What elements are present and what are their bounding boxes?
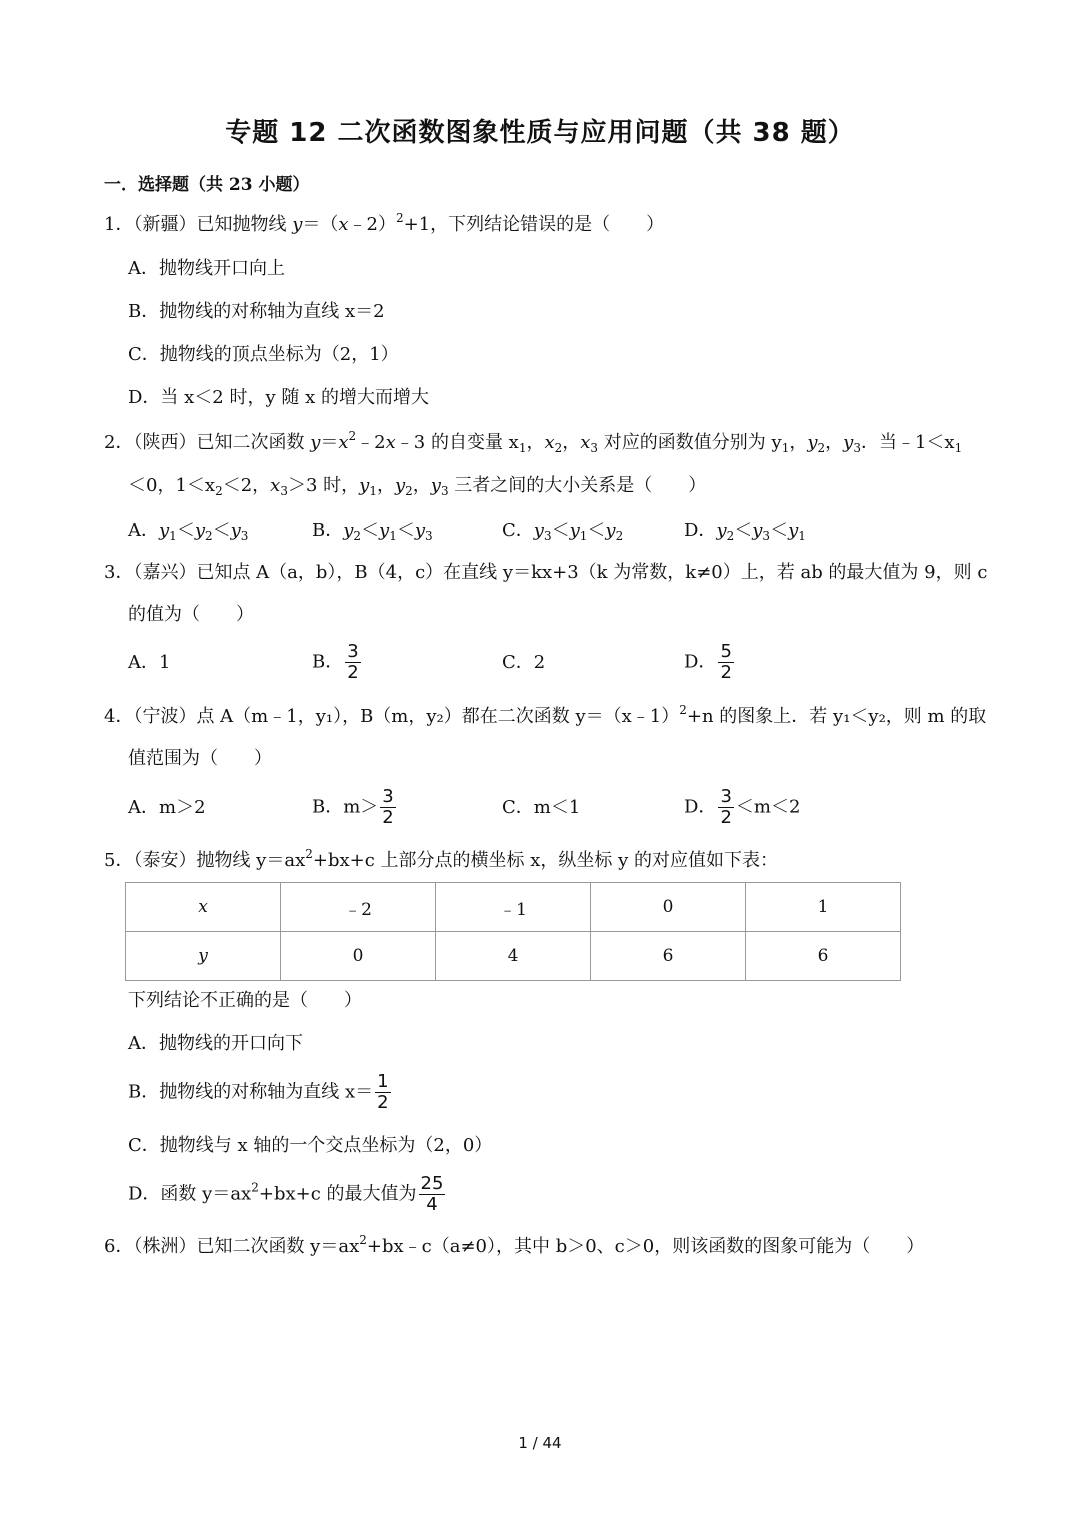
question-4-cont: 值范围为（ ）: [128, 748, 272, 769]
question-3-cont: 的值为（ ）: [128, 604, 254, 625]
q3-option-a: A．1: [128, 652, 171, 673]
q2-option-b: B．$y_2<y_1<y_3$: [312, 520, 433, 543]
fraction: $\frac{3}{2}$: [720, 786, 732, 828]
question-2-cont: ＜0，$1<x_2<2$，$x_3>3$ 时，$y_1$，$y_2$，$y_3$ 三者之间的大小关系是（ ）: [128, 475, 707, 498]
table-cell: x: [126, 883, 281, 932]
q1-option-a: A．抛物线开口向上: [128, 258, 285, 279]
q1-option-c: C．抛物线的顶点坐标为（2，1）: [128, 344, 399, 365]
q2-option-c: C．$y_3<y_1<y_2$: [502, 520, 624, 543]
table-cell: 1: [746, 883, 901, 932]
value-table: [125, 882, 901, 981]
table-cell: y: [126, 932, 281, 981]
q5-option-b: B．抛物线的对称轴为直线 x＝ $\frac{1}{2}$: [128, 1071, 389, 1113]
question-1: 1．（新疆）已知抛物线 y＝（x﹣2）$^2$+1，下列结论错误的是（ ）: [104, 211, 665, 235]
table-row: [126, 883, 901, 932]
fraction: $\frac{3}{2}$: [382, 786, 394, 828]
q5-option-d: D．函数 $y=ax^2+bx+c$ 的最大值为 $\frac{25}{4}$: [128, 1173, 444, 1215]
fraction: $\frac{1}{2}$: [377, 1071, 389, 1113]
section-heading: 一．选择题（共 23 小题）: [104, 175, 310, 195]
q4-option-b: B．m＞ $\frac{3}{2}$: [312, 786, 394, 828]
question-2: 2．（陕西）已知二次函数 $y=x^2﹣2x﹣3$ 的自变量 $x_1$，$x_2$，$x_3$ 对应的函数值分别为 $y_1$，$y_2$，$y_3$．当$﹣1<x_1$: [104, 429, 963, 455]
q4-option-c: C．m＜1: [502, 797, 581, 818]
table-cell: 0: [591, 883, 746, 932]
q3-option-b: B． $\frac{3}{2}$: [312, 641, 359, 683]
fraction: $\frac{5}{2}$: [720, 641, 732, 683]
q2-option-d: D．$y_2<y_3<y_1$: [684, 520, 806, 543]
question-3: 3．（嘉兴）已知点 A（a，b），B（4，c）在直线 y＝kx+3（k 为常数，k≠0）上，若 ab 的最大值为 9，则 c: [104, 562, 988, 583]
fraction: $\frac{3}{2}$: [347, 641, 359, 683]
page-title: 专题 12 二次函数图象性质与应用问题（共 38 题）: [225, 118, 855, 148]
question-4: 4．（宁波）点 A（m﹣1，y₁），B（m，y₂）都在二次函数 y＝（x﹣1）$^2$+n 的图象上．若 y₁＜y₂，则 m 的取: [104, 703, 987, 727]
table-cell: 0: [281, 932, 436, 981]
table-cell: 6: [746, 932, 901, 981]
question-5-prompt: 下列结论不正确的是（ ）: [128, 990, 362, 1011]
question-6: 6．（株洲）已知二次函数 $y=ax^2+bx﹣c(a\ne 0)$，其中 b＞0、c＞0，则该函数的图象可能为（ ）: [104, 1233, 925, 1257]
q1-option-b: B．抛物线的对称轴为直线 x＝2: [128, 301, 385, 322]
q3-option-c: C．2: [502, 652, 546, 673]
q1-option-d: D．当 x＜2 时，y 随 x 的增大而增大: [128, 387, 429, 408]
table-cell: ﹣1: [436, 883, 591, 932]
q5-option-a: A．抛物线的开口向下: [128, 1033, 303, 1054]
q5-option-c: C．抛物线与 x 轴的一个交点坐标为（2，0）: [128, 1135, 493, 1156]
q2-option-a: A．$y_1<y_2<y_3$: [128, 520, 249, 543]
table-cell: 6: [591, 932, 746, 981]
q4-option-a: A．m＞2: [128, 797, 206, 818]
table-cell: 4: [436, 932, 591, 981]
q3-option-d: D． $\frac{5}{2}$: [684, 641, 732, 683]
table-row: [126, 932, 901, 981]
q4-option-d: D． $\frac{3}{2}$ ＜m＜2: [684, 786, 801, 828]
question-5: 5．（泰安）抛物线 $y=ax^2+bx+c$ 上部分点的横坐标 x，纵坐标 y 的对应值如下表：: [104, 847, 778, 871]
table-cell: ﹣2: [281, 883, 436, 932]
fraction: $\frac{25}{4}$: [420, 1173, 444, 1215]
page-number: 1 / 44: [518, 1434, 562, 1452]
